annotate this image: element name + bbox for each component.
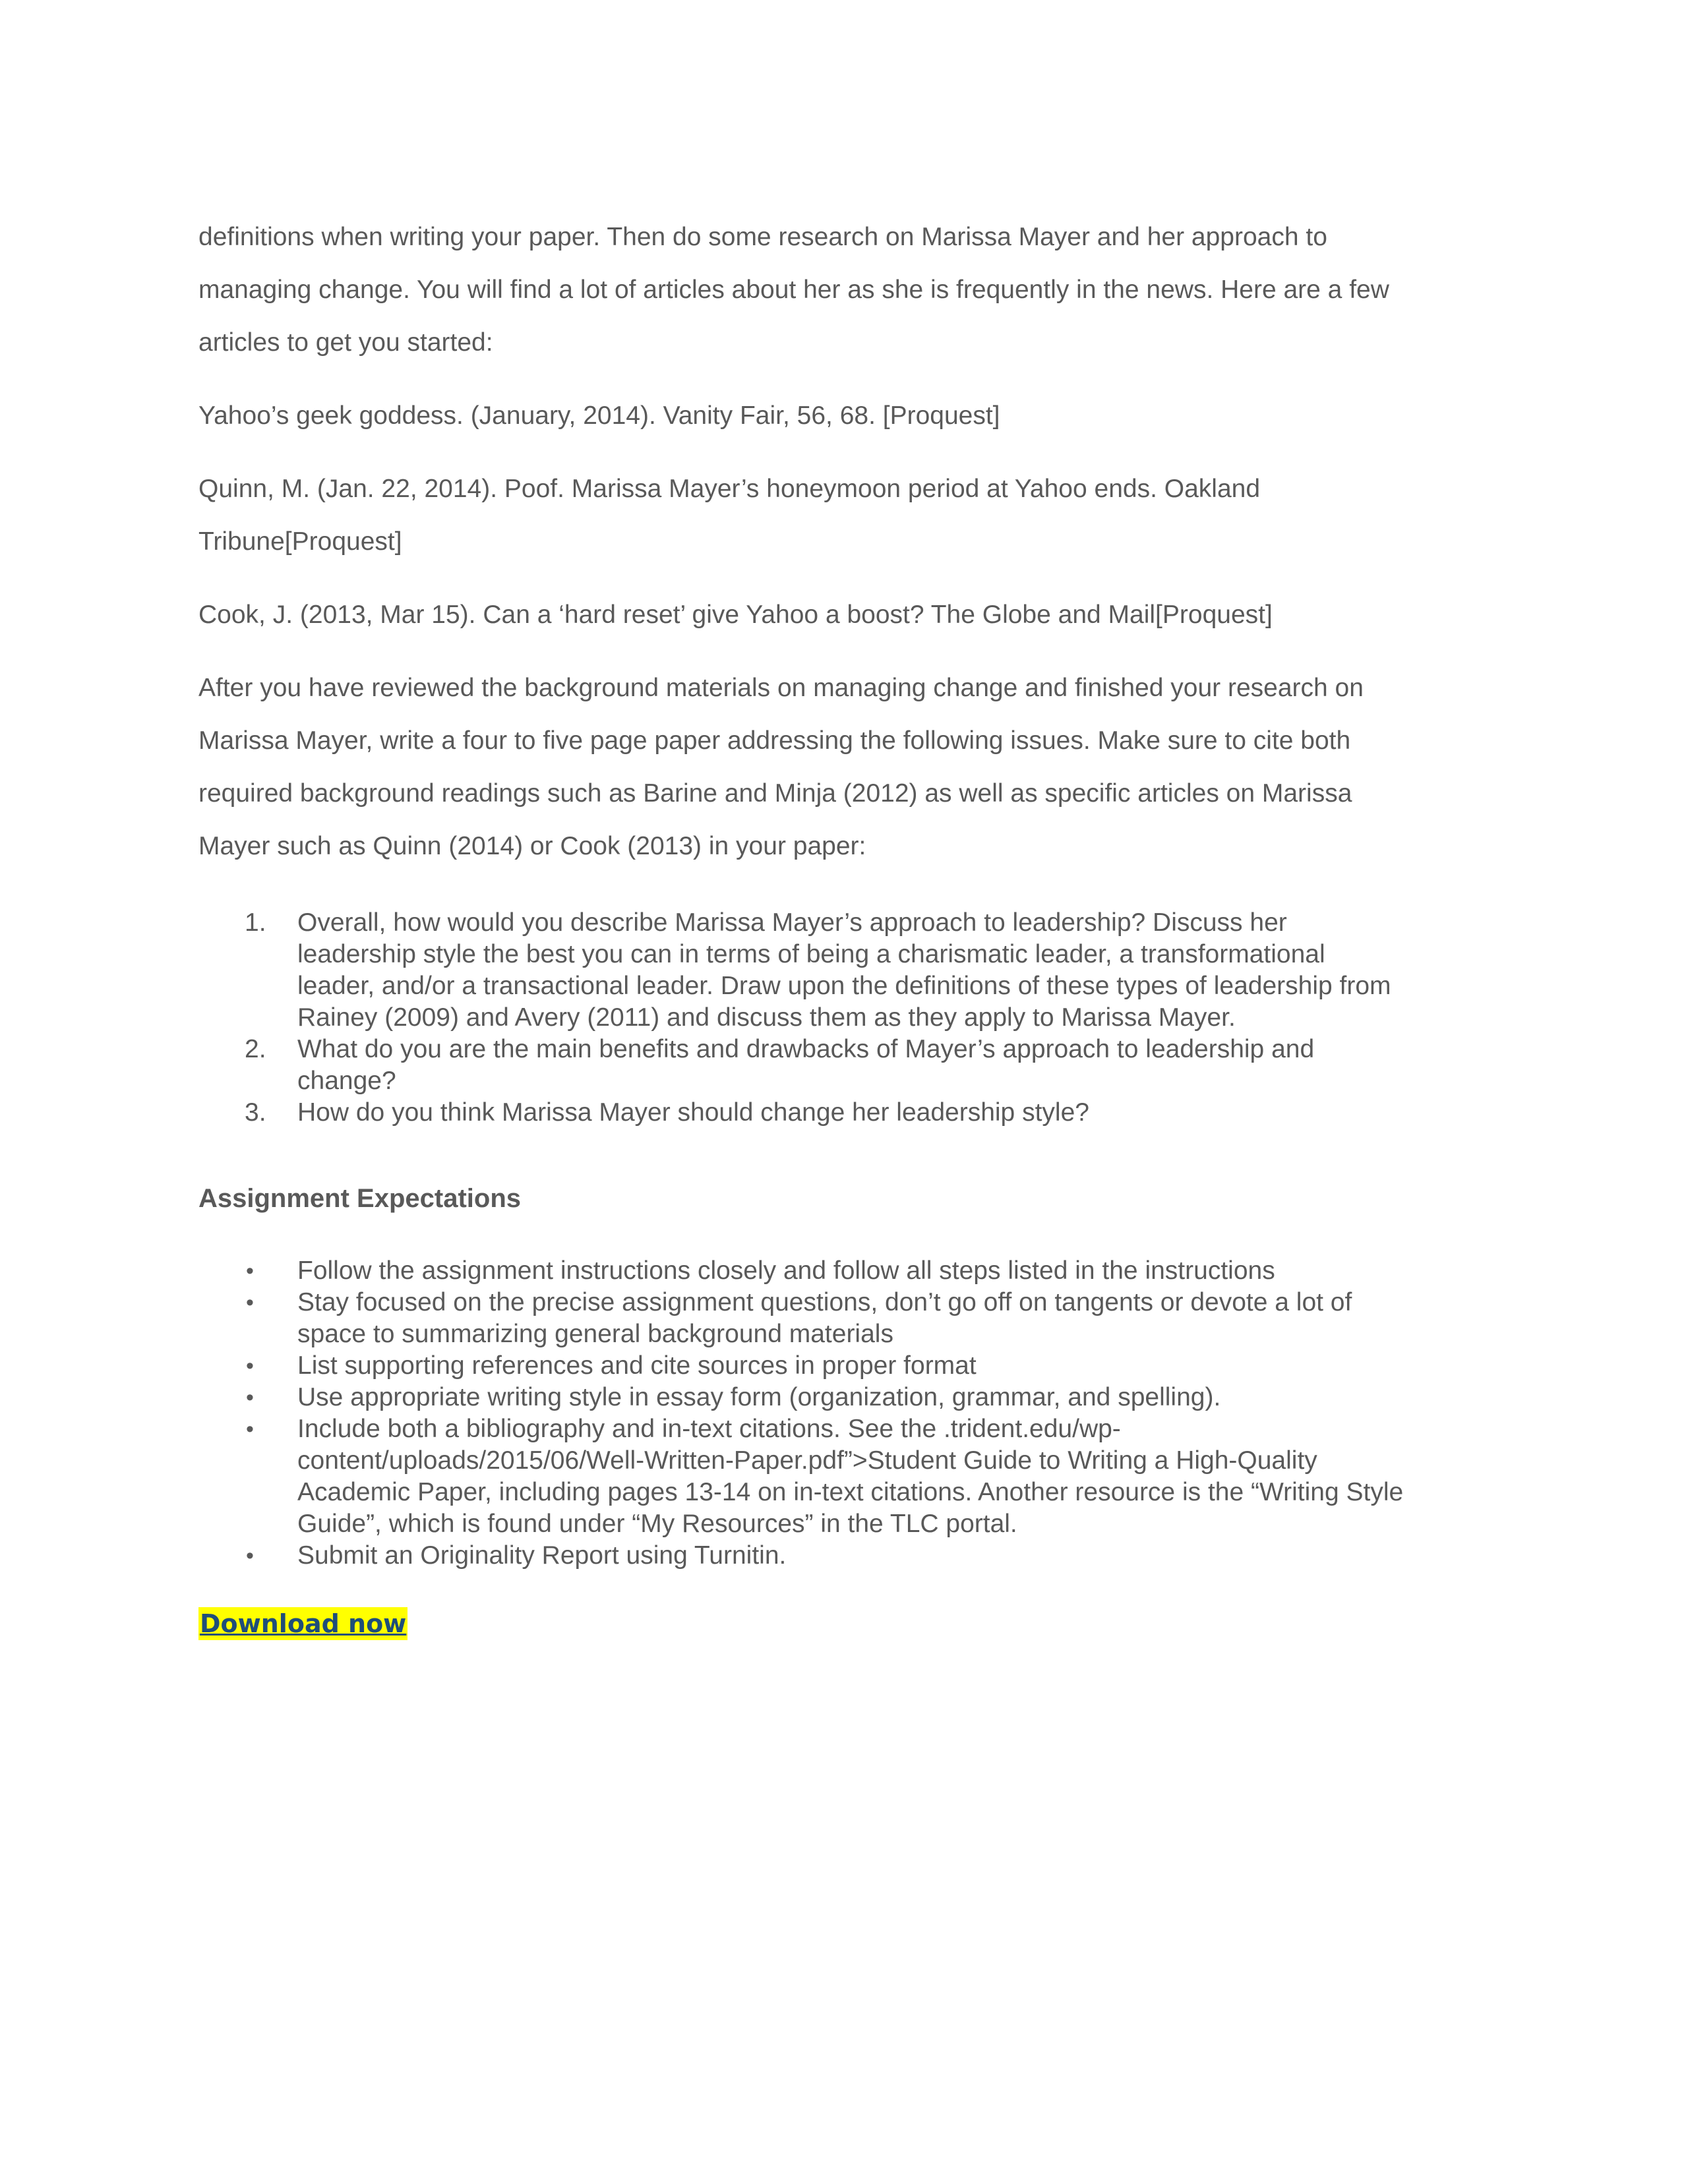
instructions-line: Mayer such as Quinn (2014) or Cook (2013) in your paper: (198, 832, 866, 860)
expectation-line: Academic Paper, including pages 13-14 on in-text citations. Another resource is the “Writing Style (297, 1478, 1404, 1506)
expectation-line: List supporting references and cite sources in proper format (297, 1351, 977, 1380)
questions-list (198, 907, 1491, 1129)
bullet-icon: • (246, 1353, 254, 1378)
expectations-heading: Assignment Expectations (198, 1184, 522, 1213)
question-line: Overall, how would you describe Marissa Mayer’s approach to leadership? Discuss her (297, 908, 1287, 937)
instructions-line: After you have reviewed the background materials on managing change and finished your research on (198, 674, 1364, 702)
bullet-icon: • (246, 1385, 254, 1410)
expectation-line: Stay focused on the precise assignment questions, don’t go off on tangents or devote a lot of (297, 1288, 1352, 1316)
reference-line: Yahoo’s geek goddess. (January, 2014). Vanity Fair, 56, 68. [Proquest] (198, 401, 1000, 430)
question-number: 2. (245, 1035, 266, 1063)
reference-line: Cook, J. (2013, Mar 15). Can a ‘hard reset’ give Yahoo a boost? The Globe and Mail[Proquest] (198, 601, 1273, 629)
intro-line: articles to get you started: (198, 328, 493, 357)
bullet-icon: • (246, 1258, 254, 1284)
expectation-line: Guide”, which is found under “My Resources” in the TLC portal. (297, 1510, 1017, 1538)
expectation-line: Include both a bibliography and in-text citations. See the .trident.edu/wp- (297, 1415, 1121, 1443)
expectation-item (198, 1255, 1491, 1287)
reference-line: Quinn, M. (Jan. 22, 2014). Poof. Marissa Mayer’s honeymoon period at Yahoo ends. Oakland (198, 475, 1261, 503)
reference-vanity-fair (198, 390, 1491, 442)
intro-line: managing change. You will find a lot of articles about her as she is frequently in the news. Here are a few (198, 276, 1389, 304)
expectation-line: content/uploads/2015/06/Well-Written-Paper.pdf”>Student Guide to Writing a High-Quality (297, 1446, 1317, 1475)
intro-line: definitions when writing your paper. Then do some research on Marissa Mayer and her approach to (198, 223, 1327, 251)
question-item (198, 1034, 1491, 1097)
bullet-icon: • (246, 1290, 254, 1315)
question-item (198, 1097, 1491, 1129)
expectation-item (198, 1350, 1491, 1382)
download-now-link[interactable]: Download now (198, 1607, 407, 1640)
document-body (198, 211, 1491, 1640)
question-item (198, 907, 1491, 1034)
question-number: 3. (245, 1098, 266, 1127)
question-line: leadership style the best you can in terms of being a charismatic leader, a transformational (297, 940, 1325, 968)
instructions-line: Marissa Mayer, write a four to five page paper addressing the following issues. Make sure to cite both (198, 726, 1351, 755)
bullet-icon: • (246, 1543, 254, 1568)
bullet-icon: • (246, 1417, 254, 1442)
expectation-item (198, 1540, 1491, 1572)
expectation-item (198, 1382, 1491, 1413)
question-line: Rainey (2009) and Avery (2011) and discuss them as they apply to Marissa Mayer. (297, 1003, 1236, 1032)
expectations-list (198, 1255, 1491, 1572)
expectation-item (198, 1287, 1491, 1350)
reference-quinn (198, 463, 1491, 568)
expectation-line: Use appropriate writing style in essay form (organization, grammar, and spelling). (297, 1383, 1221, 1411)
intro-paragraph (198, 211, 1491, 369)
instructions-line: required background readings such as Barine and Minja (2012) as well as specific articles on Marissa (198, 779, 1352, 808)
question-line: What do you are the main benefits and drawbacks of Mayer’s approach to leadership and (297, 1035, 1315, 1063)
expectation-line: space to summarizing general background materials (297, 1320, 893, 1348)
reference-cook (198, 589, 1491, 641)
reference-line: Tribune[Proquest] (198, 527, 402, 556)
instructions-paragraph (198, 662, 1491, 873)
question-line: How do you think Marissa Mayer should change her leadership style? (297, 1098, 1089, 1127)
question-line: change? (297, 1067, 396, 1095)
question-number: 1. (245, 908, 266, 937)
expectation-line: Follow the assignment instructions closely and follow all steps listed in the instructions (297, 1256, 1275, 1285)
expectation-line: Submit an Originality Report using Turnitin. (297, 1541, 787, 1570)
question-line: leader, and/or a transactional leader. Draw upon the definitions of these types of leadership from (297, 972, 1391, 1000)
expectation-item (198, 1413, 1491, 1540)
